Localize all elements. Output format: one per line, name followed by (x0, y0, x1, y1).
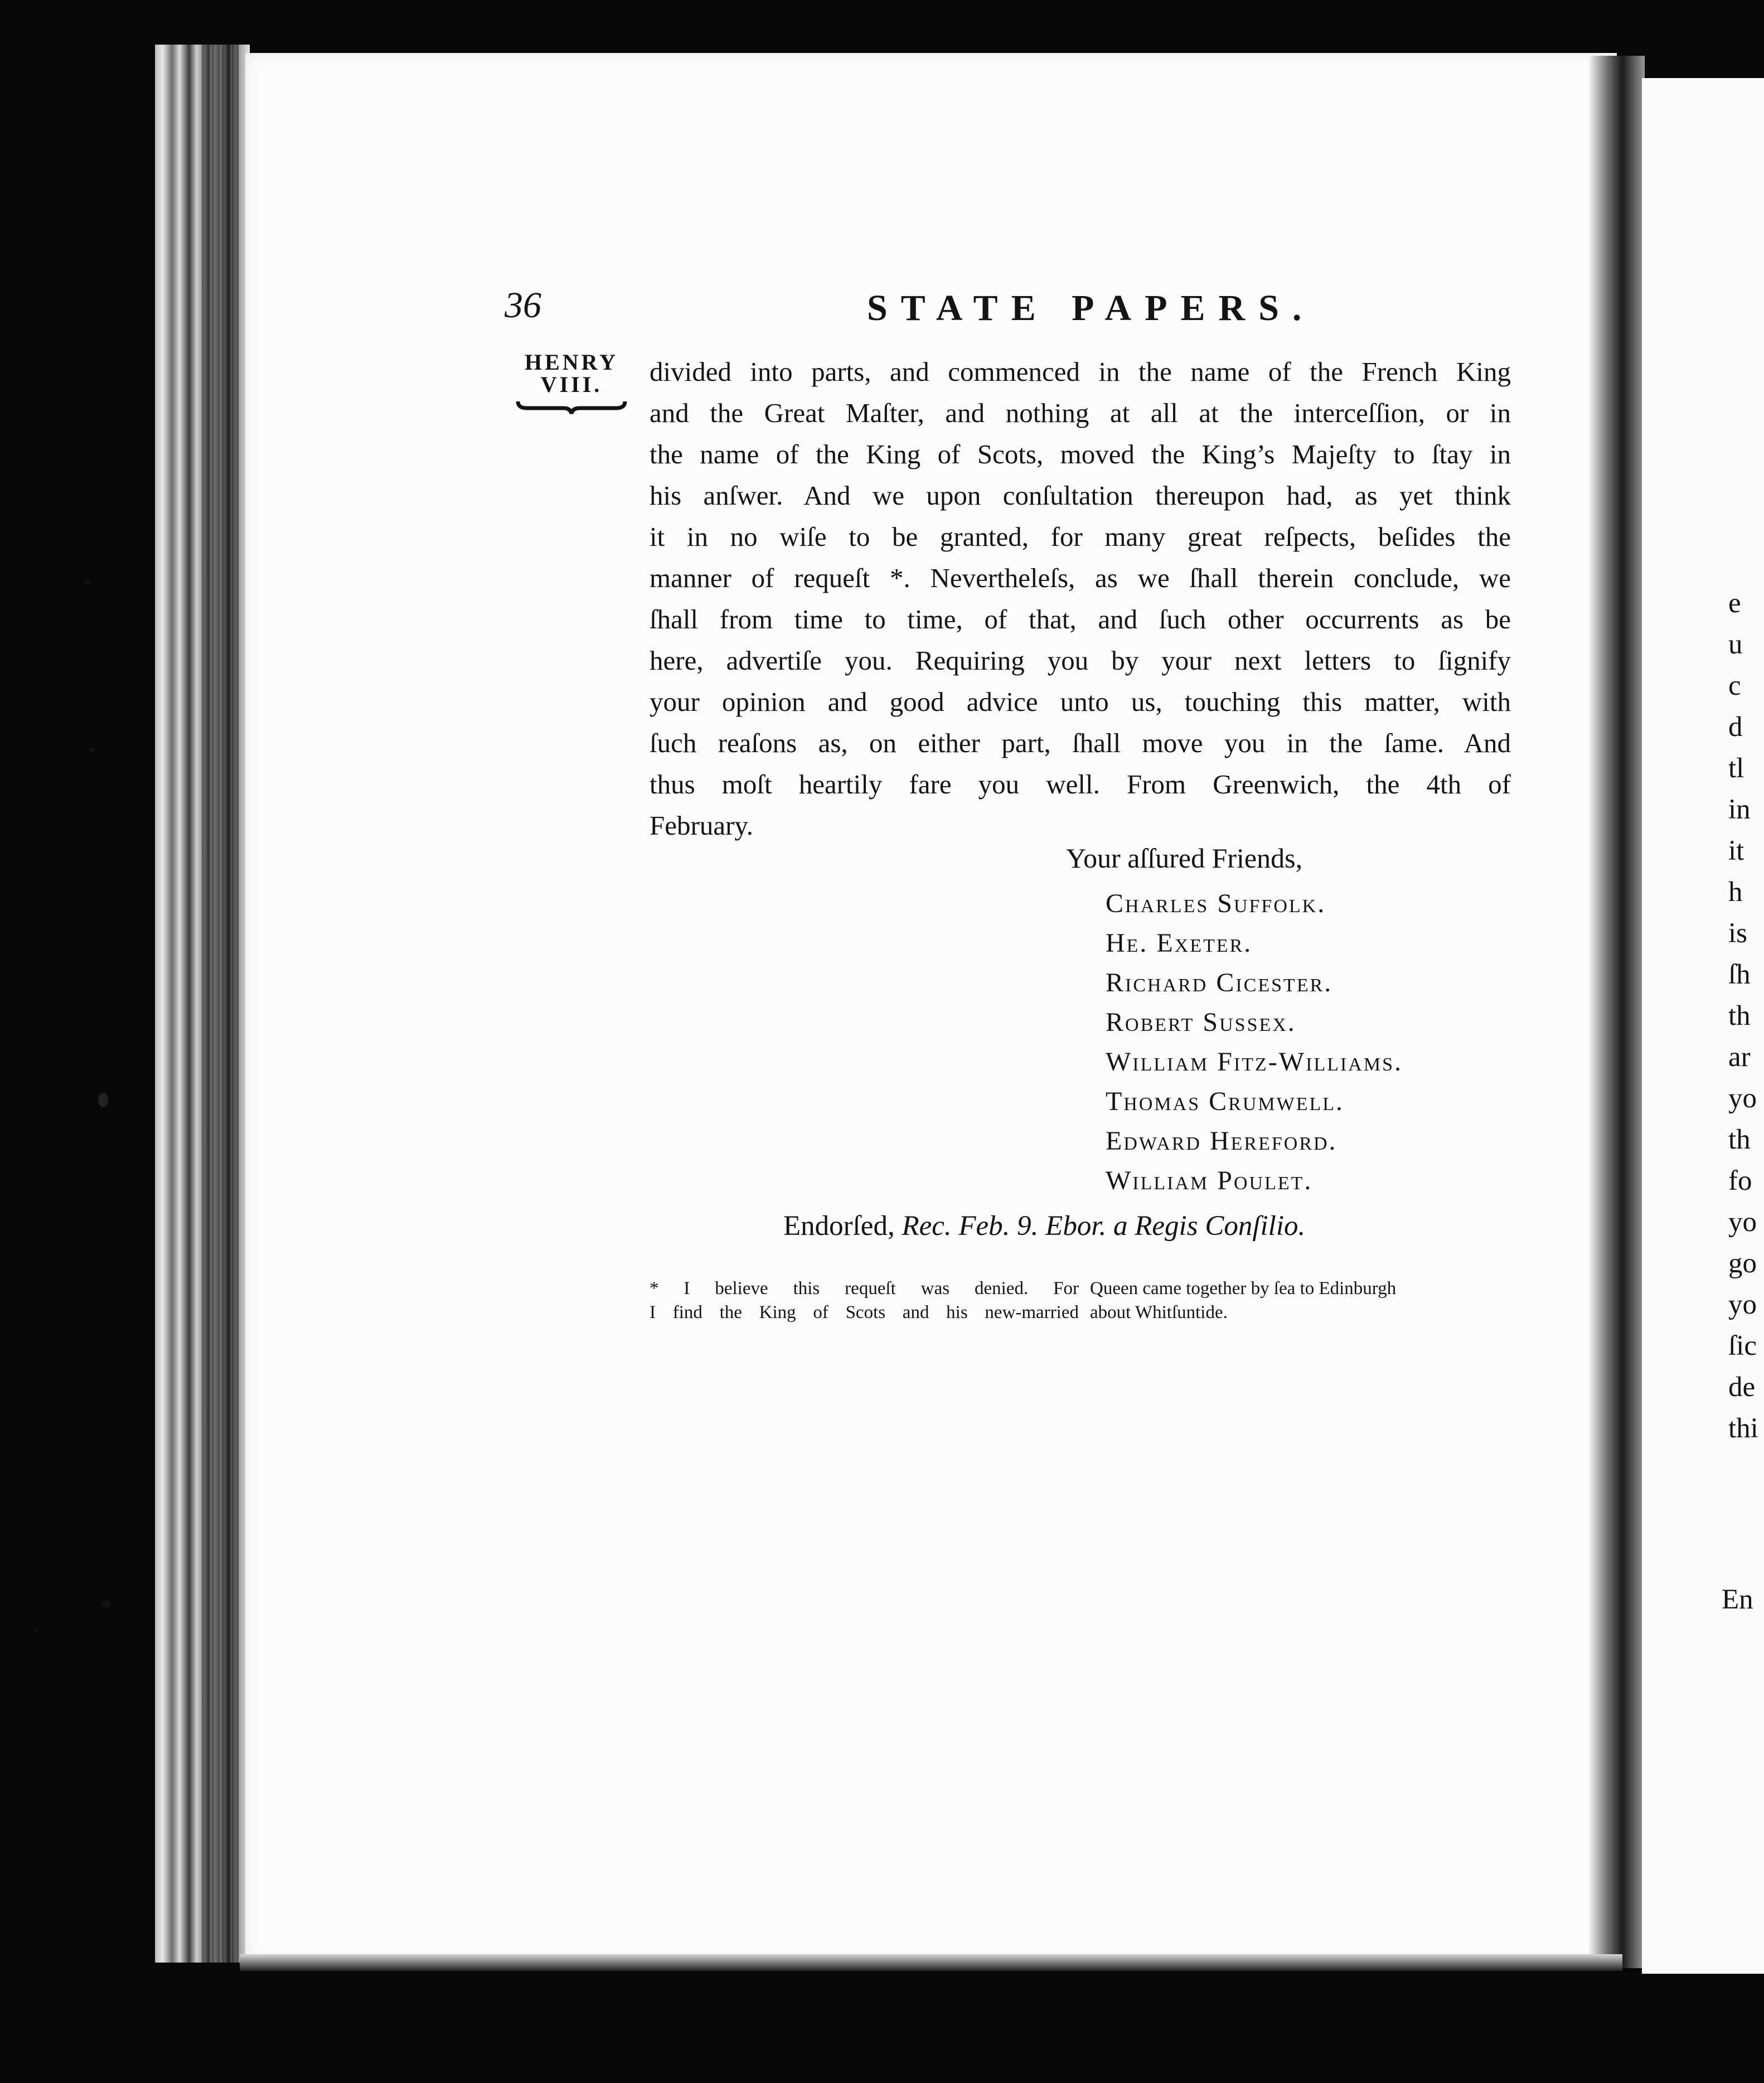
body-line: thus moſt heartily fare you well. From Greenwich, the 4th of (650, 769, 1511, 800)
facing-page-fragment: u (1728, 629, 1743, 660)
body-line: divided into parts, and commenced in the name of the French King (650, 356, 1511, 387)
footnote-line: Queen came together by ſea to Edinburgh (1090, 1278, 1397, 1299)
body-line: here, advertiſe you. Requiring you by your next letters to ſignify (650, 645, 1511, 676)
background-speck (33, 1628, 38, 1633)
signatory: He. Exeter. (1106, 928, 1253, 958)
footnote-left-column (650, 1277, 1079, 1325)
footnote-line: about Whitſuntide. (1090, 1302, 1228, 1323)
facing-page-fragment: go (1728, 1248, 1757, 1279)
letter-body (650, 351, 1511, 846)
footnote-right-column (1090, 1277, 1519, 1325)
margin-note-line: HENRY (524, 350, 619, 375)
facing-page-fragment: thi (1728, 1413, 1758, 1444)
facing-page-fragment: de (1728, 1372, 1756, 1403)
page-number: 36 (505, 285, 541, 326)
body-line: ſuch reaſons as, on either part, ſhall move you in the ſame. And (650, 728, 1511, 758)
facing-page-fragment: yo (1728, 1289, 1757, 1320)
margin-note-line: VIII. (540, 372, 603, 397)
body-line: ſhall from time to time, of that, and ſuch other occurrents as be (650, 604, 1511, 634)
facing-page-fragment: in (1728, 794, 1751, 825)
signature-list (1106, 884, 1403, 1200)
signatory: William Poulet. (1106, 1166, 1313, 1195)
facing-page-fragment: ſh (1728, 959, 1751, 990)
margin-note (513, 351, 630, 419)
endorsement-text: Rec. Feb. 9. Ebor. a Regis Conſilio. (902, 1210, 1306, 1242)
signatory: Charles Suffolk. (1106, 889, 1326, 918)
background-speck (84, 580, 91, 584)
facing-page-fragment: ſic (1728, 1330, 1757, 1362)
running-head: STATE PAPERS. (867, 288, 1315, 328)
body-line: it in no wiſe to be granted, for many great reſpects, beſides the (650, 521, 1511, 552)
letter-closing: Your aſſured Friends, (1066, 842, 1303, 874)
endorsement-label: Endorſed, (783, 1210, 895, 1242)
signatory: Robert Sussex. (1106, 1007, 1296, 1037)
book-gutter (1589, 56, 1645, 1968)
endorsement (783, 1210, 1305, 1242)
signatory: William Fitz-Williams. (1106, 1047, 1403, 1077)
body-line: his anſwer. And we upon conſultation thereupon had, as yet think (650, 480, 1511, 511)
curly-brace-icon (516, 399, 627, 415)
facing-page-fragment: fo (1728, 1165, 1752, 1196)
signatory: Richard Cicester. (1106, 968, 1333, 997)
page-bottom-edge (240, 1954, 1622, 1971)
facing-page-fragment: th (1728, 1124, 1751, 1155)
background-speck (98, 1093, 108, 1107)
facing-page-fragment: h (1728, 876, 1743, 908)
body-line: and the Great Maſter, and nothing at all at the interceſſion, or in (650, 398, 1511, 428)
facing-page-fragment: En (1722, 1584, 1753, 1615)
facing-page-fragment: d (1728, 711, 1743, 743)
facing-page-fragment: ar (1728, 1042, 1751, 1073)
facing-page-fragment: yo (1728, 1083, 1757, 1114)
body-line: the name of the King of Scots, moved the King’s Majeſty to ſtay in (650, 439, 1511, 469)
book-edge-shadow (202, 45, 239, 1963)
facing-page-fragment: e (1728, 588, 1741, 619)
facing-page-fragment: is (1728, 918, 1748, 949)
facing-page-fragment: th (1728, 1000, 1751, 1031)
facing-page-fragment: yo (1728, 1207, 1757, 1238)
footnote-line: I find the King of Scots and his new-married (650, 1302, 1079, 1323)
signatory: Edward Hereford. (1106, 1126, 1337, 1156)
background-speck (101, 1600, 110, 1608)
body-line: your opinion and good advice unto us, touching this matter, with (650, 686, 1511, 717)
facing-page-fragment: c (1728, 670, 1741, 701)
page (245, 53, 1617, 1960)
background-speck (89, 747, 95, 753)
footnote-line: * I believe this requeſt was denied. For (650, 1278, 1079, 1299)
facing-page-fragment: it (1728, 835, 1744, 866)
facing-page-fragment: tl (1728, 753, 1744, 784)
body-line: manner of requeſt *. Neverthelеſs, as we ſhall therein conclude, we (650, 563, 1511, 593)
body-line: February. (650, 810, 753, 841)
signatory: Thomas Crumwell. (1106, 1087, 1344, 1116)
